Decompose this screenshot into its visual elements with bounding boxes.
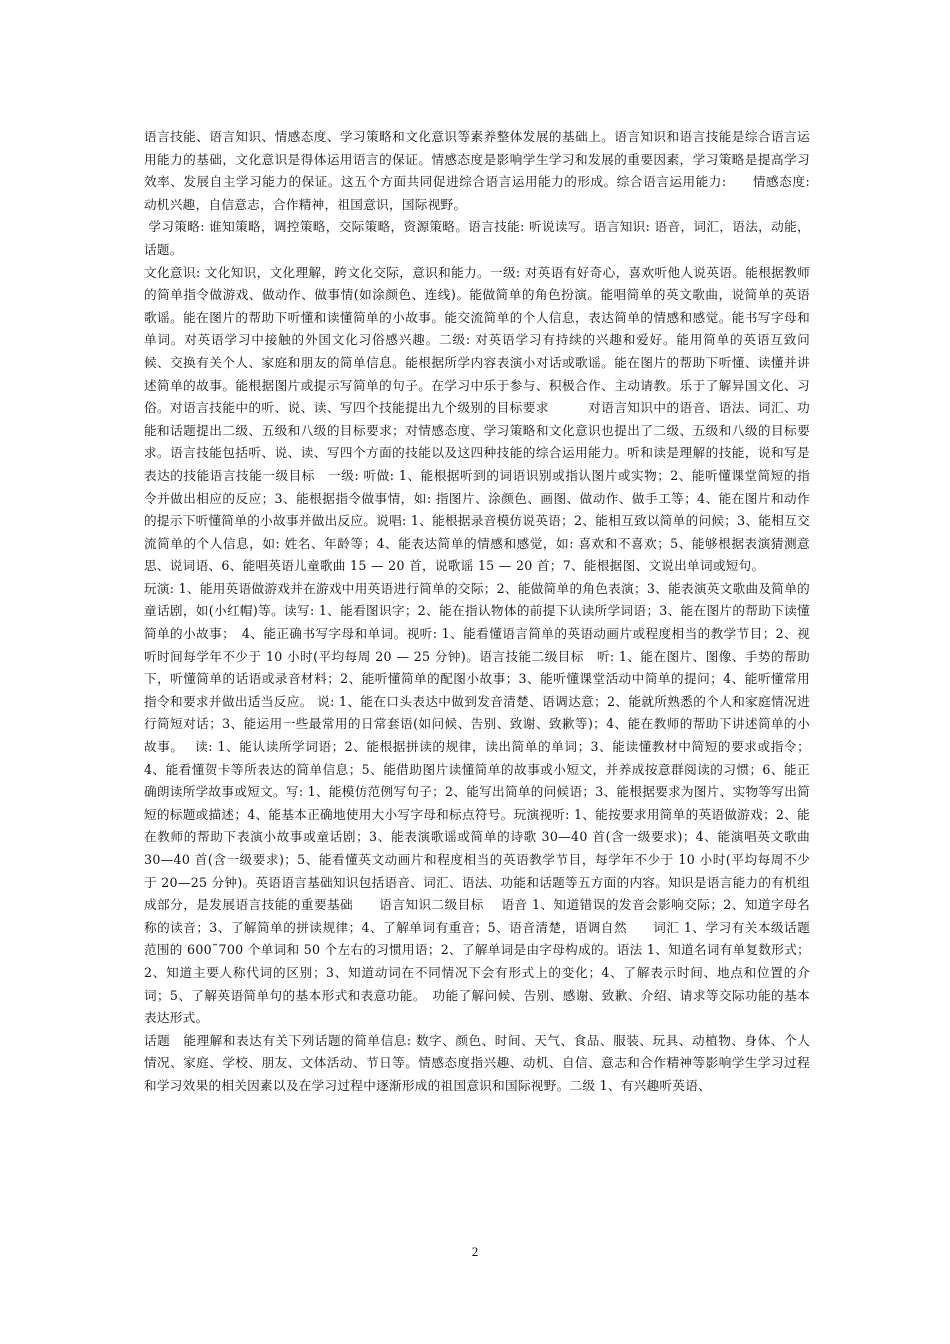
paragraph-2: 学习策略: 谁知策略，调控策略，交际策略，资源策略。语言技能: 听说读写。语言知识: 语音，词汇，语法，动能，话题。	[144, 219, 810, 257]
page-number: 2	[471, 1244, 479, 1259]
body-text	[144, 126, 815, 1098]
paragraph-1: 语言技能、语言知识、情感态度、学习策略和文化意识等素养整体发展的基础上。语言知识和语言技能是综合语言运用能力的基础，文化意识是得体运用语言的保证。情感态度是影响学生学习和发展的重要因素，学习策略是提高学习效率、发展自主学习能力的保证。这五个方面共同促进综合语言运用能力的形成。综合语言运用能力: 情感态度: 动机兴趣，自信意志，合作精神，祖国意识，国际视野。	[144, 129, 815, 212]
paragraph-5: 话题 能理解和表达有关下列话题的简单信息: 数字、颜色、时间、天气、食品、服装、玩具、动植物、身体、个人情况、家庭、学校、朋友、文体活动、节日等。情感态度指兴趣、动机、自信、意志和合作精神等影响学生学习过程和学习效果的相关因素以及在学习过程中逐渐形成的祖国意识和国际视野。二级 1、有兴趣听英语、	[144, 1032, 810, 1093]
paragraph-4: 玩演: 1、能用英语做游戏并在游戏中用英语进行简单的交际；2、能做简单的角色表演；3、能表演英文歌曲及简单的童话剧，如(小红帽)等。读写: 1、能看图识字；2、能在指认物体的前提下认读所学词语；3、能在图片的帮助下读懂简单的小故事； 4、能正确书写字母和单词。视听: 1、能看懂语言简单的英语动画片或程度相当的教学节目；2、视听时间每学年不少于 10 小时(平均每周 20 — 25 分钟)。语言技能二级目标 听: 1、能在图片、图像、手势的帮助下，听懂简单的话语或录音材料；2、能听懂简单的配图小故事；3、能听懂课堂活动中简单的提问；4、能听懂常用指令和要求并做出适当反应。 说: 1、能在口头表达中做到发音清楚、语调达意；2、能就所熟悉的个人和家庭情况进行简短对话；3、能运用一些最常用的日常套语(如问候、告别、致谢、致歉等)；4、能在教师的帮助下讲述简单的小故事。 读: 1、能认读所学词语；2、能根据拼读的规律，读出简单的单词；3、能读懂教材中简短的要求或指令；4、能看懂贺卡等所表达的简单信息；5、能借助图片读懂简单的故事或小短文，并养成按意群阅读的习惯；6、能正确朗读所学故事或短文。写: 1、能模仿范例写句子；2、能写出简单的问候语；3、能根据要求为图片、实物等写出简短的标题或描述；4、能基本正确地使用大小写字母和标点符号。玩演视听: 1、能按要求用简单的英语做游戏；2、能在教师的帮助下表演小故事或童话剧；3、能表演歌谣或简单的诗歌 30—40 首(含一级要求)；4、能演唱英文歌曲 30—40 首(含一级要求)；5、能看懂英文动画片和程度相当的英语教学节目，每学年不少于 10 小时(平均每周不少于 20—25 分钟)。英语语言基础知识包括语音、词汇、语法、功能和话题等五方面的内容。知识是语言能力的有机组成部分，是发展语言技能的重要基础 语言知识二级目标 语音 1、知道错误的发音会影响交际；2、知道字母名称的读音；3、了解简单的拼读规律；4、了解单词有重音；5、语音清楚，语调自然 词汇 1、学习有关本级话题范围的 600˜700 个单词和 50 个左右的习惯用语；2、了解单词是由字母构成的。语法 1、知道名词有单复数形式；2、知道主要人称代词的区别；3、知道动词在不同情况下会有形式上的变化；4、了解表示时间、地点和位置的介词；5、了解英语简单句的基本形式和表意功能。 功能了解问候、告别、感谢、致歉、介绍、请求等交际功能的基本表达形式。	[144, 580, 815, 1026]
paragraph-3: 文化意识: 文化知识，文化理解，跨文化交际，意识和能力。一级: 对英语有好奇心，喜欢听他人说英语。能根据教师的简单指令做游戏、做动作、做事情(如涂颜色、连线)。能做简单的角色扮演。能唱简单的英文歌曲，说简单的英语歌谣。能在图片的帮助下听懂和读懂简单的小故事。能交流简单的个人信息，表达简单的情感和感觉。能书写字母和单词。对英语学习中接触的外国文化习俗感兴趣。二级: 对英语学习有持续的兴趣和爱好。能用简单的英语互致问候、交换有关个人、家庭和朋友的简单信息。能根据所学内容表演小对话或歌谣。能在图片的帮助下听懂、读懂并讲述简单的故事。能根据图片或提示写简单的句子。在学习中乐于参与、积极合作、主动请教。乐于了解异国文化、习俗。对语言技能中的听、说、读、写四个技能提出九个级别的目标要求 对语言知识中的语音、语法、词汇、功能和话题提出二级、五级和八级的目标要求；对情感态度、学习策略和文化意识也提出了二级、五级和八级的目标要求。语言技能包括听、说、读、写四个方面的技能以及这四种技能的综合运用能力。听和读是理解的技能，说和写是表达的技能语言技能一级目标 一级: 听做: 1、能根据听到的词语识别或指认图片或实物；2、能听懂课堂简短的指令并做出相应的反应；3、能根据指令做事情，如: 指图片、涂颜色、画图、做动作、做手工等；4、能在图片和动作的提示下听懂简单的小故事并做出反应。说唱: 1、能根据录音模仿说英语；2、能相互致以简单的问候；3、能相互交流简单的个人信息，如: 姓名、年龄等；4、能表达简单的情感和感觉，如: 喜欢和不喜欢；5、能够根据表演猜测意思、说词语、6、能唱英语儿童歌曲 15 — 20 首，说歌谣 15 — 20 首；7、能根据图、文说出单词或短句。	[144, 264, 810, 574]
